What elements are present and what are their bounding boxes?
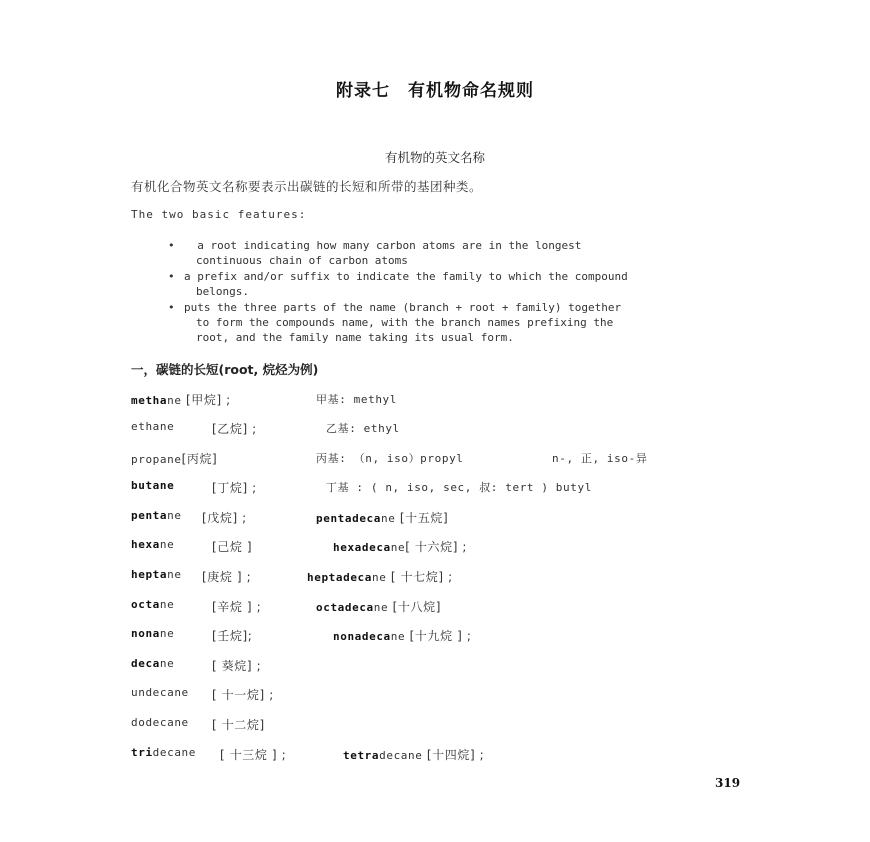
chinese-name: [己烷 ] <box>212 540 253 554</box>
root-name: deca <box>131 657 160 670</box>
alkane-name: dodecane <box>131 716 189 729</box>
alkane-row <box>131 657 174 670</box>
alkane-row-right <box>343 746 484 763</box>
chinese-name: [ 葵烷] ; <box>212 659 262 673</box>
suffix: decane <box>152 746 197 759</box>
alkane-row <box>131 538 174 551</box>
bullet-dot-icon: • <box>168 239 175 252</box>
bullet-item <box>168 300 768 348</box>
bullet-dot-icon: • <box>168 270 175 283</box>
alkane-name: undecane <box>131 686 189 699</box>
chinese-name: [丁烷] ; <box>212 481 257 495</box>
prefix-note: n-, 正, iso-异 <box>552 452 648 465</box>
suffix: ne <box>373 601 389 614</box>
root-name: tri <box>131 746 153 759</box>
bullet-line: belongs. <box>196 285 249 298</box>
alkane-row-right <box>307 568 453 585</box>
section-heading: 一，碳链的长短(root, 烷烃为例) <box>131 362 319 377</box>
intro-paragraph: 有机化合物英文名称要表示出碳链的长短和所带的基团种类。 <box>131 179 483 194</box>
chinese-name: [十八烷] <box>388 600 442 614</box>
root-name: heptadeca <box>307 571 373 584</box>
suffix: ne <box>159 598 175 611</box>
suffix: ne <box>372 571 387 584</box>
alkane-row <box>131 627 174 640</box>
suffix: ne <box>167 394 182 407</box>
root-name: nonadeca <box>333 630 391 643</box>
alkane-row <box>131 746 196 759</box>
chinese-name: [庚烷 ] ; <box>202 570 252 584</box>
chinese-name: [十五烷] <box>395 511 449 525</box>
suffix: ne <box>167 568 182 581</box>
suffix: ne <box>159 627 175 640</box>
chinese-name: [ 十一烷] ; <box>212 688 274 702</box>
root-name: penta <box>131 509 168 522</box>
alkane-row <box>131 479 174 492</box>
root-name: metha <box>131 394 168 407</box>
bullet-line: to form the compounds name, with the branch names prefixing the <box>196 316 614 329</box>
chinese-name: [乙烷] ; <box>212 422 257 436</box>
root-name: pentadeca <box>316 512 382 525</box>
alkane-row <box>131 420 174 433</box>
alkane-row <box>131 716 189 729</box>
chinese-name: [甲烷] ; <box>181 393 231 407</box>
suffix: ne <box>381 512 396 525</box>
root-name: nona <box>131 627 160 640</box>
features-heading: The two basic features: <box>131 208 307 221</box>
suffix: ne <box>167 509 182 522</box>
alkane-row-right <box>316 598 441 615</box>
root-name: octadeca <box>316 601 374 614</box>
alkane-row-right <box>333 538 467 555</box>
alkane-row <box>131 391 231 408</box>
alkane-row <box>131 568 182 581</box>
chinese-name: [十四烷] ; <box>422 748 485 762</box>
section-subtitle: 有机物的英文名称 <box>384 150 485 165</box>
bullet-line: a root indicating how many carbon atoms are in the longest <box>184 239 582 252</box>
page-title: 附录七 有机物命名规则 <box>336 81 534 101</box>
alkane-name: propane <box>131 453 182 466</box>
alkane-row <box>131 686 189 699</box>
group-name: 丁基 : ( n, iso, sec, 叔: tert ) butyl <box>326 481 592 494</box>
chinese-name: [ 十七烷] ; <box>386 570 453 584</box>
alkane-row <box>131 450 217 467</box>
alkane-row-right <box>333 627 471 644</box>
root-name: octa <box>131 598 160 611</box>
suffix: decane <box>379 749 423 762</box>
page-number: 319 <box>715 776 741 790</box>
alkane-row <box>131 509 182 522</box>
alkane-name: ethane <box>131 420 175 433</box>
chinese-name: [ 十六烷] ; <box>405 540 468 554</box>
root-name: tetra <box>343 749 380 762</box>
chinese-name: [辛烷 ] ; <box>212 600 262 614</box>
root-name: hepta <box>131 568 168 581</box>
group-name: 丙基: （n, iso）propyl <box>316 452 464 465</box>
suffix: ne <box>159 538 175 551</box>
alkane-row <box>131 598 174 611</box>
chinese-name: [壬烷]; <box>212 629 253 643</box>
bullet-item <box>168 269 768 301</box>
chinese-name: [十九烷 ] ; <box>405 629 472 643</box>
suffix: ne <box>390 630 406 643</box>
group-name: 甲基: methyl <box>316 393 397 406</box>
bullet-line: continuous chain of carbon atoms <box>196 254 408 267</box>
chinese-name: [ 十三烷 ] ; <box>220 748 287 762</box>
suffix: ne <box>390 541 406 554</box>
root-name: hexa <box>131 538 160 551</box>
chinese-name: [戊烷] ; <box>202 511 247 525</box>
bullet-line: a prefix and/or suffix to indicate the family to which the compound <box>184 270 628 283</box>
group-name: 乙基: ethyl <box>326 422 400 435</box>
bullet-dot-icon: • <box>168 301 175 314</box>
root-name: hexadeca <box>333 541 391 554</box>
bullet-line: puts the three parts of the name (branch + root + family) together <box>184 301 622 314</box>
root-name: butane <box>131 479 175 492</box>
bullet-item <box>168 238 768 270</box>
chinese-name: [丙烷] <box>181 452 218 466</box>
suffix: ne <box>159 657 175 670</box>
chinese-name: [ 十二烷] <box>212 718 265 732</box>
alkane-row-right <box>316 509 448 526</box>
bullet-line: root, and the family name taking its usual form. <box>196 331 514 344</box>
